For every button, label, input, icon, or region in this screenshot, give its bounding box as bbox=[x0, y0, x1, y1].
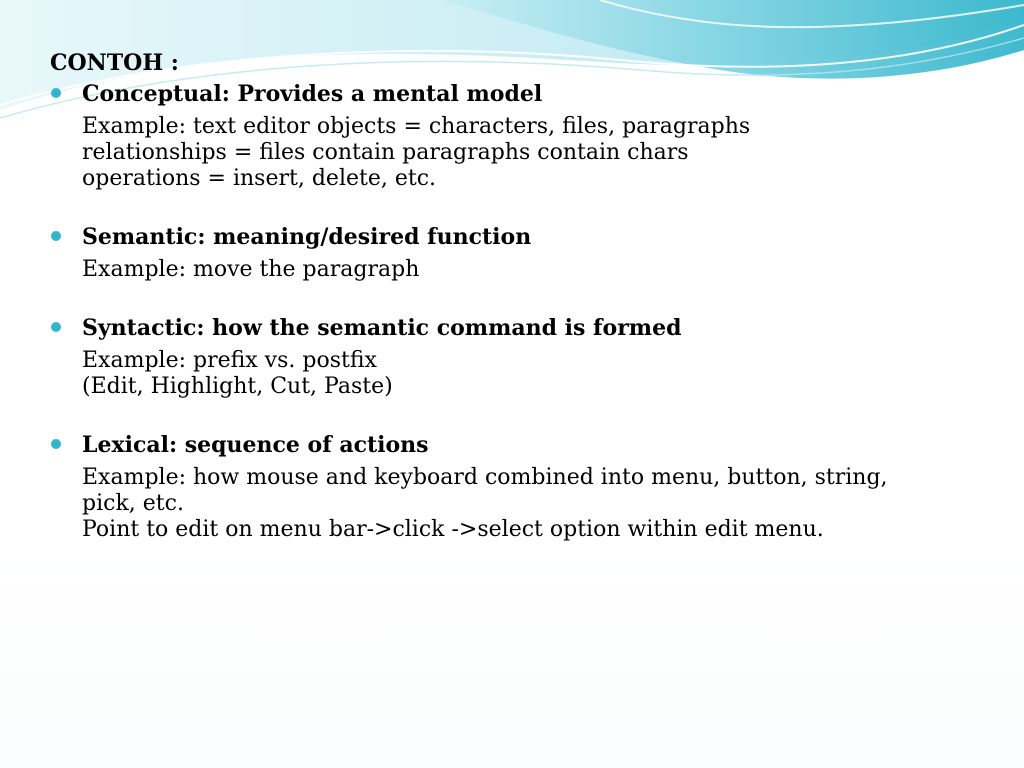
body-line: Point to edit on menu bar->click ->select option within edit menu. bbox=[82, 517, 824, 542]
bullet-syntactic bbox=[50, 314, 980, 400]
bullet-dot-icon bbox=[51, 88, 61, 98]
bullet-conceptual bbox=[50, 80, 980, 192]
body-line: Example: move the paragraph bbox=[82, 257, 420, 282]
body-line: Example: text editor objects = characters, files, paragraphs bbox=[82, 114, 751, 139]
bullet-body bbox=[82, 257, 980, 283]
body-line: Example: prefix vs. postfix bbox=[82, 348, 377, 373]
bullet-body bbox=[82, 348, 980, 400]
body-line: Example: how mouse and keyboard combined into menu, button, string, bbox=[82, 465, 888, 490]
bullet-body bbox=[82, 465, 980, 543]
bullet-dot-icon bbox=[51, 231, 61, 241]
bullet-title: Lexical: sequence of actions bbox=[82, 432, 429, 458]
body-line: (Edit, Highlight, Cut, Paste) bbox=[82, 374, 393, 399]
bullet-body bbox=[82, 114, 980, 192]
body-line: pick, etc. bbox=[82, 491, 184, 516]
bullet-title: Semantic: meaning/desired function bbox=[82, 224, 532, 250]
body-line: operations = insert, delete, etc. bbox=[82, 166, 437, 191]
bullet-lexical bbox=[50, 431, 980, 543]
bullet-dot-icon bbox=[51, 322, 61, 332]
bullet-title: Syntactic: how the semantic command is formed bbox=[82, 315, 682, 341]
slide-content bbox=[50, 50, 980, 543]
bullet-semantic bbox=[50, 223, 980, 283]
bullet-dot-icon bbox=[51, 439, 61, 449]
bullet-title: Conceptual: Provides a mental model bbox=[82, 81, 543, 107]
slide-heading: CONTOH : bbox=[50, 50, 179, 76]
body-line: relationships = files contain paragraphs contain chars bbox=[82, 140, 689, 165]
